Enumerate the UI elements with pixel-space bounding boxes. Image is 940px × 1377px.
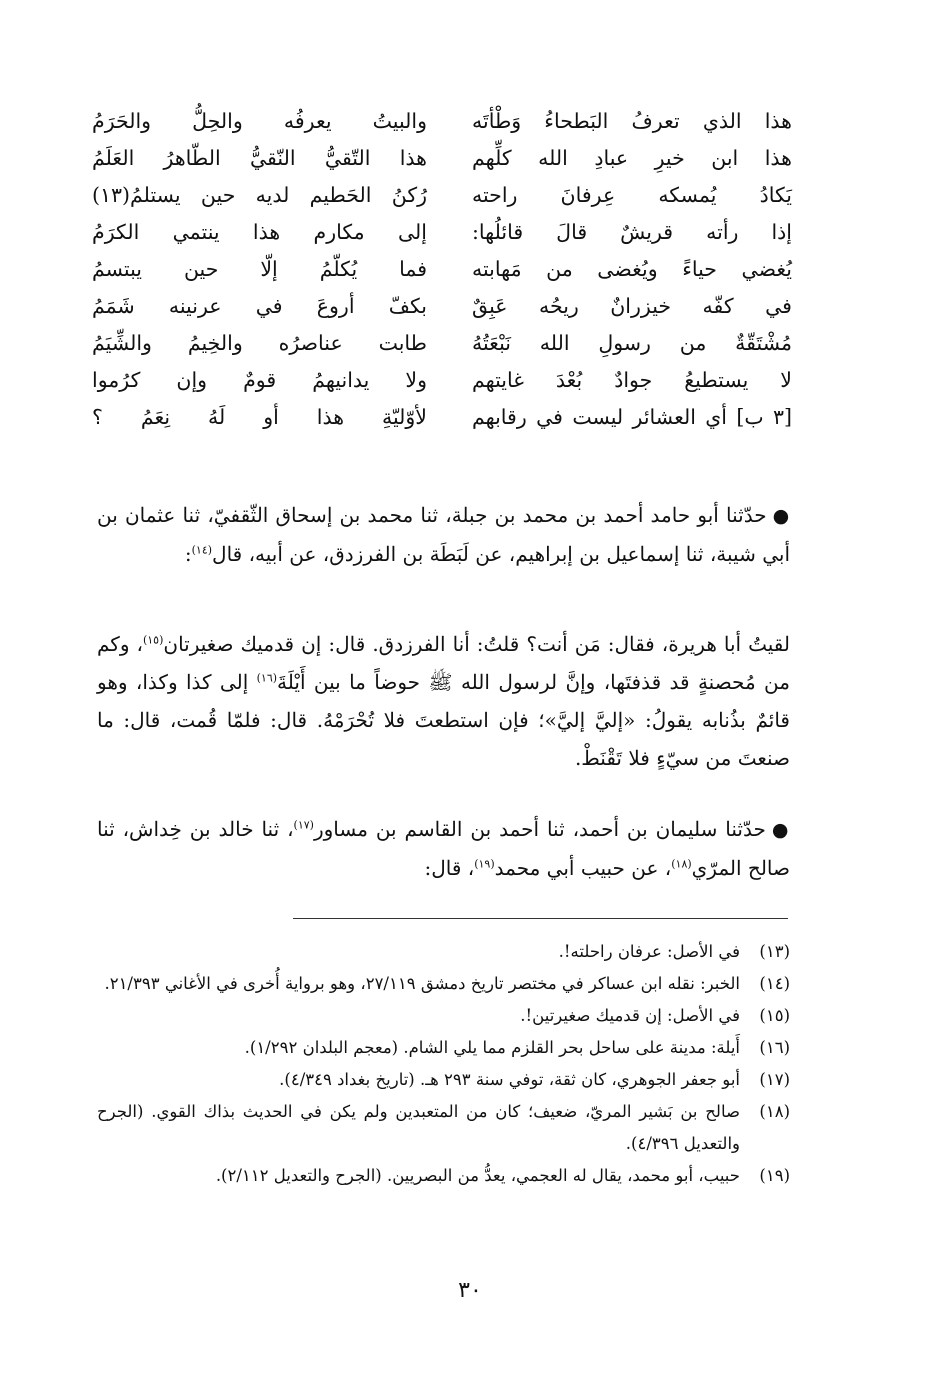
paragraph-text: حدّثنا سليمان بن أحمد، ثنا أحمد بن القاسم بن مساور: [313, 817, 766, 841]
footnote-number: (١٧): [759, 1070, 790, 1089]
footnote-text: في الأصل: إن قدميك صغيرتين!.: [520, 1006, 740, 1025]
poem-line: فما يُكلّمُ إلّا حين يبتسمُ: [92, 257, 427, 281]
footnote-text: في الأصل: عرفان راحلته!.: [558, 942, 740, 961]
poem-line: هذا التّقيُّ النّقيُّ الطّاهرُ العَلَمُ: [92, 146, 427, 170]
poem-line: [٣ ب] أي العشائر ليست في رقابهم: [472, 405, 792, 429]
footnote: [97, 1032, 790, 1064]
footnote-number: (١٤): [759, 974, 790, 993]
footnote-text: أبو جعفر الجوهري، كان ثقة، توفي سنة ٢٩٣ هـ. (تاريخ بغداد ٤/٣٤٩).: [279, 1070, 740, 1089]
footnote-number: (١٣): [759, 942, 790, 961]
paragraph-text: ، عن حبيب أبي محمد: [494, 856, 672, 880]
footnotes: [97, 936, 790, 1192]
poem-right-hemistichs: [472, 103, 792, 436]
paragraph-text: :: [184, 542, 192, 566]
poem-line: رُكنُ الحَطيم لديه حين يستلمُ(١٣): [92, 183, 427, 207]
poem-line: طابت عناصرُه والخِيمُ والشِّيَمُ: [92, 331, 427, 355]
paragraph-text: حدّثنا أبو حامد أحمد بن محمد بن جبلة، ثنا محمد بن إسحاق الثّقفيّ، ثنا عثمان بن أبي شيبة، ثنا إسماعيل بن إبراهيم، عن لَبَطَة بن الفرزدق، عن أبيه، قال: [97, 503, 790, 566]
poem-line: يُغضي حياءً ويُغضى من مَهابته: [472, 257, 792, 281]
footnote-divider: [293, 918, 788, 919]
footnote: [97, 1160, 790, 1192]
bullet-icon: ●: [772, 505, 790, 527]
footnote-text: حبيب، أبو محمد، يقال له العجمي، يعدُّ من البصريين. (الجرح والتعديل ٢/١١٢).: [215, 1166, 740, 1185]
poem-line: إلى مكارم هذا ينتمي الكرَمُ: [92, 220, 427, 244]
poem-line: والبيتُ يعرفُه والحِلُّ والحَرَمُ: [92, 109, 427, 133]
paragraph-narration: [97, 625, 790, 777]
footnote-number: (١٨): [759, 1102, 790, 1121]
footnote-text: الخبر: نقله ابن عساكر في مختصر تاريخ دمشق ٢٧/١١٩، وهو برواية أُخرى في الأغاني ٢١/٣٩٣.: [104, 974, 740, 993]
paragraph-isnad-1: [97, 496, 790, 573]
paragraph-text: إلى كذا وكذا، وهو قائمٌ بذُنابه يقولُ: «إليَّ إليَّ»؛ فإن استطعتَ فلا تُحْرَمْهُ. قال: فلمّا قُمت، قال: ما صنعتَ من سيّءٍ فلا تَقْنَطْ.: [97, 670, 790, 770]
poem-line: لأوّليّةِ هذا أو لَهُ نِعَمُ ؟: [92, 405, 427, 429]
footnote: [97, 1064, 790, 1096]
paragraph-text: ، قال:: [424, 856, 475, 880]
poem-line: بكفّ أروعَ في عرنينه شَمَمُ: [92, 294, 427, 318]
poem-line: مُشْتَقّةٌ من رسولِ الله نَبْعَتُهُ: [472, 331, 792, 355]
footnote-ref: (١٤): [191, 543, 213, 557]
footnote-text: أَيلة: مدينة على ساحل بحر القلزم مما يلي الشام. (معجم البلدان ١/٢٩٢).: [244, 1038, 740, 1057]
footnote: [97, 968, 790, 1000]
poem-left-hemistichs: [92, 103, 427, 436]
bullet-icon: ●: [771, 819, 790, 841]
poem: [92, 103, 792, 473]
poem-line: هذا الذي تعرفُ البَطحاءُ وَطْأتَه: [472, 109, 792, 133]
footnote-ref: (١٨): [671, 857, 692, 871]
poem-line: هذا ابن خيرِ عبادِ الله كلِّهم: [472, 146, 792, 170]
paragraph-text: لقيتُ أبا هريرة، فقال: مَن أنت؟ قلتُ: أنا الفرزدق. قال: إن قدميك صغيرتان: [163, 632, 790, 656]
paragraph-text: ، ثنا خالد بن خِداش، ثنا صالح المرّي: [97, 817, 790, 880]
footnote: [97, 936, 790, 968]
poem-line: يَكادُ يُمسكه عِرفانَ راحته: [472, 183, 792, 207]
poem-line: في كفّه خيزرانٌ ريحُه عَبِقٌ: [472, 294, 792, 318]
poem-line: ولا يدانيهمُ قومٌ وإن كرُموا: [92, 368, 427, 392]
poem-line: إذا رأته قريشٌ قالَ قائلُها:: [472, 220, 792, 244]
footnote-number: (١٩): [759, 1166, 790, 1185]
page-number: ٣٠: [458, 1278, 482, 1303]
footnote-ref: (١٥): [142, 633, 164, 647]
footnote-ref: (١٦): [256, 671, 278, 685]
footnote: [97, 1000, 790, 1032]
paragraph-text: ، وكم من مُحصنةٍ قد قذفتَها، وإنَّ لرسول الله ﷺ حوضاً ما بين أَيْلَةَ: [97, 632, 790, 694]
footnote-ref: (١٧): [293, 818, 314, 832]
paragraph-isnad-2: [97, 810, 790, 887]
poem-line: لا يستطيعُ جوادٌ بُعْدَ غايتهم: [472, 368, 792, 392]
footnote-number: (١٦): [759, 1038, 790, 1057]
footnote-number: (١٥): [759, 1006, 790, 1025]
footnote-ref: (١٩): [474, 857, 495, 871]
footnote-text: صالح بن بَشير المريّ، ضعيف؛ كان من المتعبدين ولم يكن في الحديث بذاك القوي. (الجرح والتعديل ٤/٣٩٦).: [97, 1102, 740, 1153]
footnote: [97, 1096, 790, 1160]
